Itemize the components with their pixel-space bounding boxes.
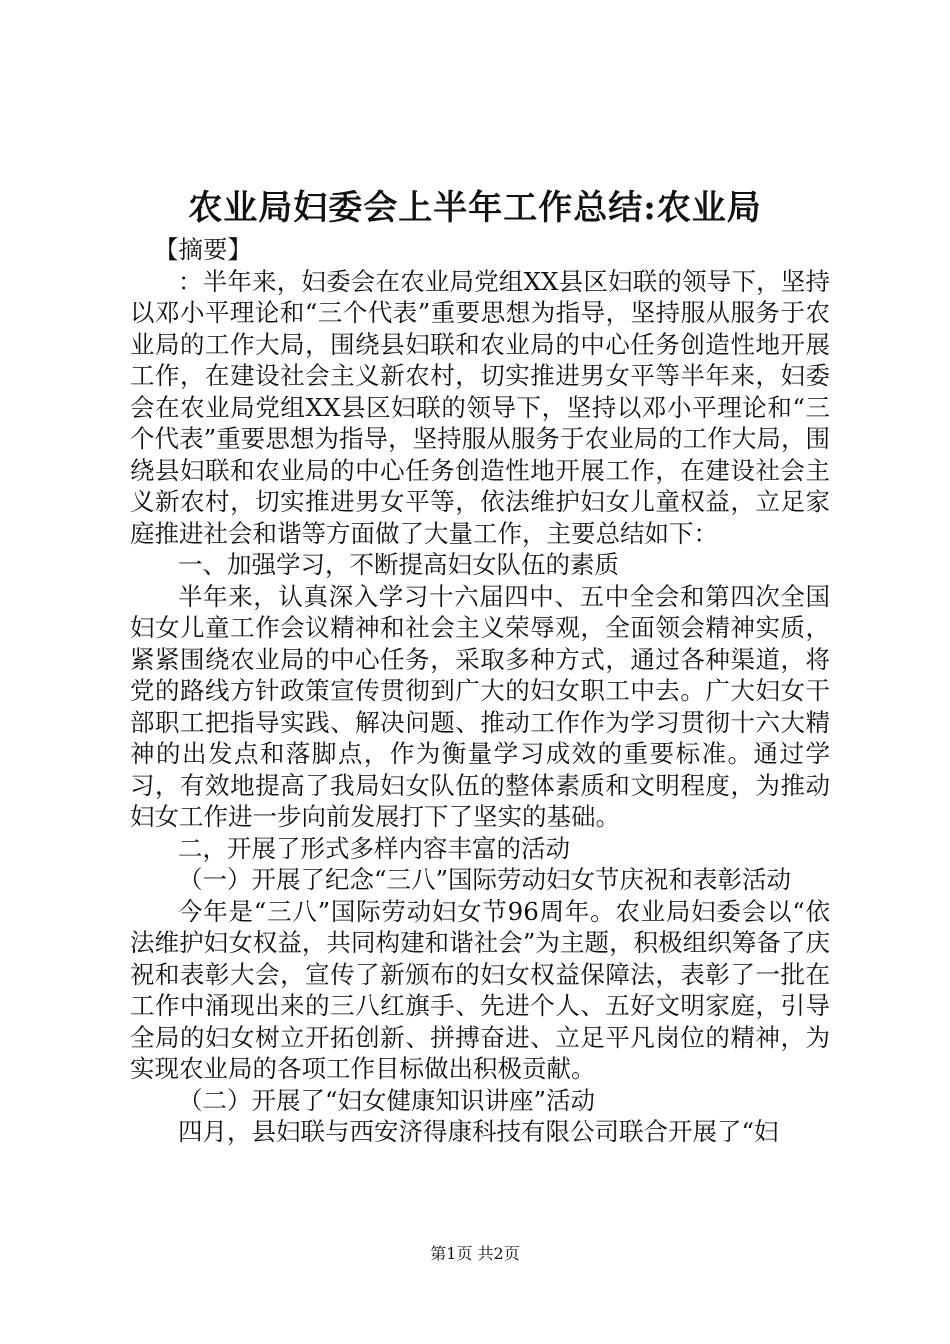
document-body bbox=[130, 234, 830, 1148]
subsection-1-paragraph: 今年是“三八”国际劳动妇女节96周年。农业局妇委会以“依法维护妇女权益，共同构建和谐社会”为主题，积极组织筹备了庆祝和表彰大会，宣传了新颁布的妇女权益保障法，表彰了一批在工作中涌现出来的三八红旗手、先进个人、五好文明家庭，引导全局的妇女树立开拓创新、拼搏奋进、立足平凡岗位的精神，为实现农业局的各项工作目标做出积极贡献。 bbox=[130, 896, 830, 1083]
abstract-paragraph: ：半年来，妇委会在农业局党组XX县区妇联的领导下，坚持以邓小平理论和“三个代表”重要思想为指导，坚持服从服务于农业局的工作大局，围绕县妇联和农业局的中心任务创造性地开展工作，在建设社会主义新农村，切实推进男女平等半年来，妇委会在农业局党组XX县区妇联的领导下，坚持以邓小平理论和“三个代表”重要思想为指导，坚持服从服务于农业局的工作大局，围绕县妇联和农业局的中心任务创造性地开展工作，在建设社会主义新农村，切实推进男女平等，依法维护妇女儿童权益，立足家庭推进社会和谐等方面做了大量工作，主要总结如下： bbox=[130, 266, 830, 548]
section-heading-1: 一、加强学习，不断提高妇女队伍的素质 bbox=[178, 550, 619, 579]
section-1-paragraph: 半年来，认真深入学习十六届四中、五中全会和第四次全国妇女儿童工作会议精神和社会主义荣辱观，全面领会精神实质，紧紧围绕农业局的中心任务，采取多种方式，通过各种渠道，将党的路线方针政策宣传贯彻到广大的妇女职工中去。广大妇女干部职工把指导实践、解决问题、推动工作作为学习贯彻十六大精神的出发点和落脚点，作为衡量学习成效的重要标准。通过学习，有效地提高了我局妇女队伍的整体素质和文明程度，为推动妇女工作进一步向前发展打下了坚实的基础。 bbox=[130, 581, 830, 831]
subsection-2-paragraph: 四月，县妇联与西安济得康科技有限公司联合开展了“妇 bbox=[178, 1117, 779, 1146]
abstract-label: 【摘要】 bbox=[154, 235, 252, 264]
subsection-heading-1: （一）开展了纪念“三八”国际劳动妇女节庆祝和表彰活动 bbox=[178, 865, 792, 894]
page-footer: 第1页 共2页 bbox=[430, 1244, 520, 1263]
section-heading-2: 二，开展了形式多样内容丰富的活动 bbox=[178, 833, 570, 863]
subsection-heading-2: （二）开展了“妇女健康知识讲座”活动 bbox=[178, 1085, 596, 1115]
document-title: 农业局妇委会上半年工作总结:农业局 bbox=[188, 188, 762, 228]
